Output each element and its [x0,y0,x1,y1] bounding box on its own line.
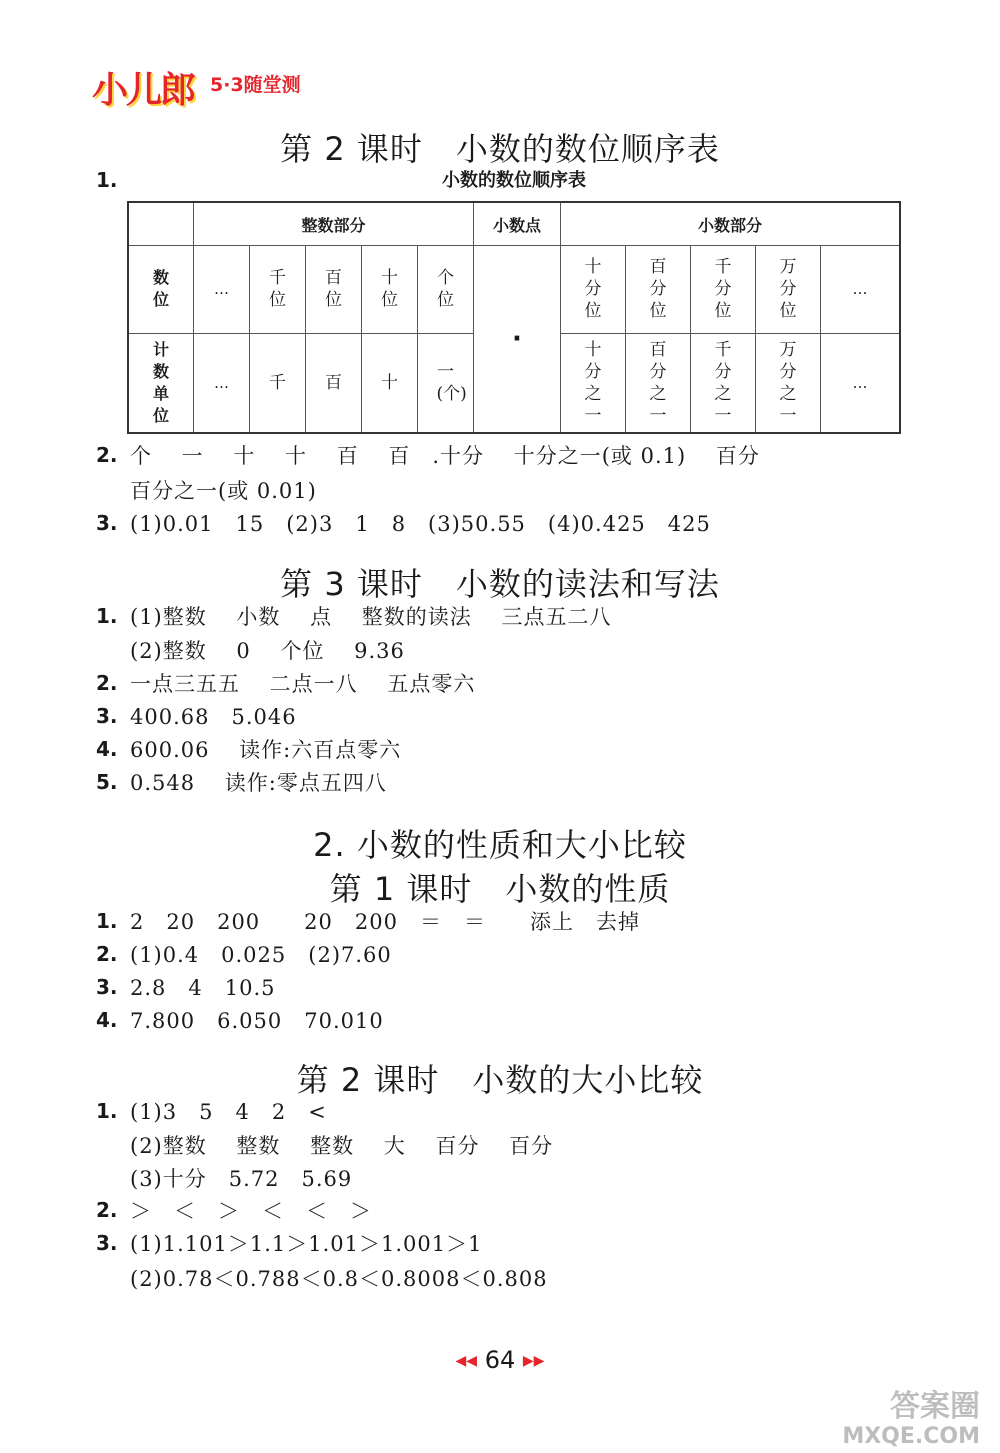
row-label-place: 数位 [128,246,194,333]
table-cell: … [194,333,250,433]
question-number: 3. [96,511,118,535]
table-cell: 十位 [362,246,418,333]
table-caption: 小数的数位顺序表 [442,170,586,191]
answer-line: (2)整数 0 个位 9.36 [130,639,405,663]
answer-line: (3)十分 5.72 5.69 [130,1167,353,1191]
question-number: 1. [96,604,118,628]
answer-line: (1)3 5 4 2 < [130,1100,327,1124]
place-value-table [127,201,901,434]
question-number: 5. [96,770,118,794]
table-cell: 百 [306,333,362,433]
question-number: 3. [96,1231,118,1255]
section-title-4: 第 2 课时 小数的大小比较 [296,1061,704,1099]
table-cell: 十分之一 [561,333,626,433]
question-number: 2. [96,1198,118,1222]
question-number: 4. [96,1008,118,1032]
page-footer [0,1346,1000,1374]
answer-line: 2.8 4 10.5 [130,976,276,1000]
table-cell: 千 [250,333,306,433]
answer-line: (2)整数 整数 整数 大 百分 百分 [130,1134,554,1158]
decimal-point-cell: · [474,246,561,433]
table-cell: 十 [362,333,418,433]
answer-line: (1)0.4 0.025 (2)7.60 [130,943,392,967]
table-cell: 万分之一 [756,333,821,433]
answer-line: 百分之一(或 0.01) [130,479,317,503]
table-cell: 万分位 [756,246,821,333]
table-cell: 千分位 [691,246,756,333]
header-integer-part: 整数部分 [194,202,474,246]
answer-line: (1)整数 小数 点 整数的读法 三点五二八 [130,605,612,629]
answer-line: 7.800 6.050 70.010 [130,1009,384,1033]
brand-logo [86,62,326,111]
table-cell: 一(个) [418,333,474,433]
page-number: 64 [484,1346,516,1374]
table-cell: 百分位 [626,246,691,333]
prev-arrow-icon: ◀◀ [455,1353,478,1369]
table-cell: 百分之一 [626,333,691,433]
question-number: 3. [96,704,118,728]
answer-line: 一点三五五 二点一八 五点零六 [130,672,476,696]
answer-line: (1)1.101＞1.1＞1.01＞1.001＞1 [130,1232,483,1256]
answer-line: 2 20 200 20 200 ＝ ＝ 添上 去掉 [130,910,640,934]
brand-name: 小儿郎 [92,70,195,111]
watermark: 答案圈 MXQE.COM [842,1389,980,1449]
question-number: 2. [96,443,118,467]
table-corner [128,202,194,246]
answer-line: 个 一 十 十 百 百 .十分 十分之一(或 0.1) 百分 [130,444,760,468]
table-cell: 十分位 [561,246,626,333]
question-number: 1. [96,168,118,192]
section-title-1: 第 2 课时 小数的数位顺序表 [280,130,720,168]
chapter-title: 2. 小数的性质和大小比较 [313,826,687,864]
header-decimal-part: 小数部分 [561,202,901,246]
section-title-2: 第 3 课时 小数的读法和写法 [280,565,720,603]
question-number: 2. [96,671,118,695]
question-number: 1. [96,1099,118,1123]
answer-line: (1)0.01 15 (2)3 1 8 (3)50.55 (4)0.425 425 [130,512,711,536]
table-cell: 个位 [418,246,474,333]
answer-line: 400.68 5.046 [130,705,297,729]
table-cell: 千分之一 [691,333,756,433]
question-number: 3. [96,975,118,999]
answer-line: (2)0.78＜0.788＜0.8＜0.8008＜0.808 [130,1267,548,1291]
question-number: 1. [96,909,118,933]
row-label-unit: 计数单位 [128,333,194,433]
table-cell: … [821,246,901,333]
next-arrow-icon: ▶▶ [522,1353,545,1369]
answer-line: 0.548 读作:零点五四八 [130,771,387,795]
answer-line: ＞ ＜ ＞ ＜ ＜ ＞ [130,1199,372,1223]
table-cell: 千位 [250,246,306,333]
table-cell: 百位 [306,246,362,333]
header-decimal-point: 小数点 [474,202,561,246]
question-number: 4. [96,737,118,761]
question-number: 2. [96,942,118,966]
table-cell: … [821,333,901,433]
table-cell: … [194,246,250,333]
series-name: 5·3随堂测 [210,74,301,96]
answer-line: 600.06 读作:六百点零六 [130,738,402,762]
section-title-3: 第 1 课时 小数的性质 [329,870,671,908]
